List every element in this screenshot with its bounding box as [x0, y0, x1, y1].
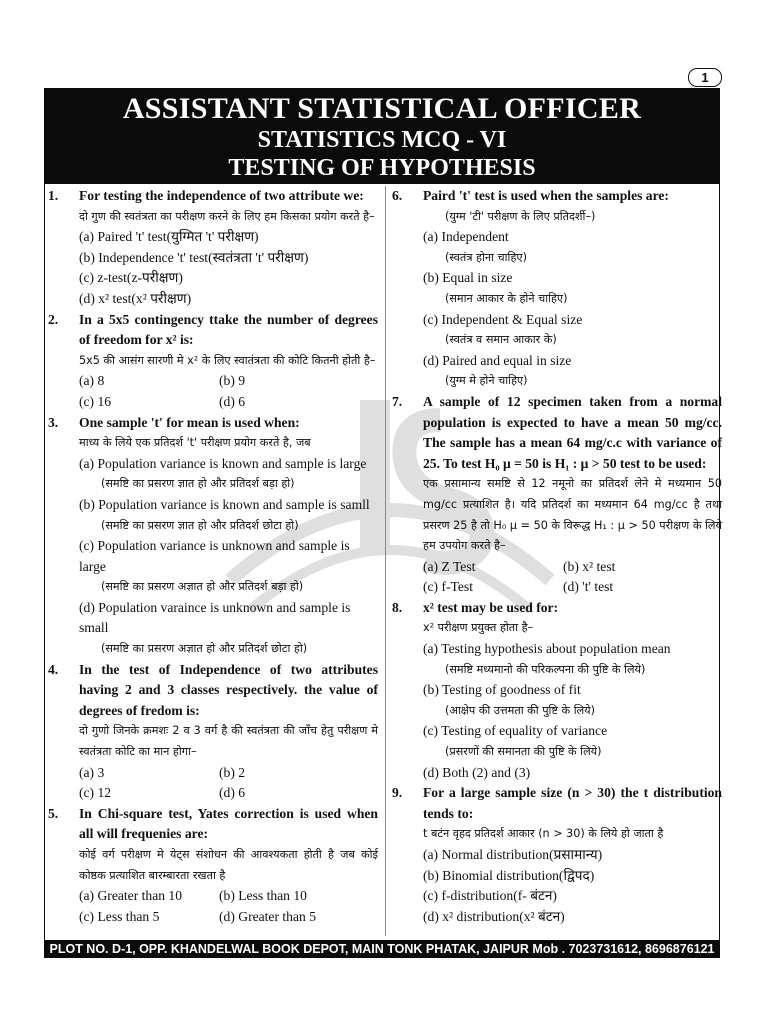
option-c-hindi: (प्रसरणों की समानता की पुष्टि के लिये): [445, 745, 602, 759]
topic-title: TESTING OF HYPOTHESIS: [228, 155, 536, 181]
option-b: (b) Equal in size: [423, 270, 513, 286]
question-text: In the test of Independence of two attributes having 2 and 3 classes respectively. the value of degrees of fredom is:: [79, 661, 378, 718]
page-title: ASSISTANT STATISTICAL OFFICER: [122, 92, 642, 125]
option-a: (a) 8: [79, 373, 105, 389]
option-c: (c) Less than 5: [79, 908, 160, 924]
option-c: (c) Testing of equality of variance: [423, 723, 608, 739]
option-b: (b) Binomial distribution(द्विपद): [423, 867, 595, 883]
question-text: One sample 't' for mean is used when:: [79, 414, 300, 430]
option-c: (c) Independent & Equal size: [423, 311, 583, 327]
option-c: (c) z-test(z-परीक्षण): [79, 270, 183, 286]
option-a: (a) Normal distribution(प्रसामान्य): [423, 847, 603, 862]
question-1: [48, 186, 378, 310]
page-number: 1: [688, 68, 722, 87]
option-a: (a) Z Test: [423, 558, 476, 574]
left-column: [48, 186, 378, 927]
option-d: (d) x² distribution(x² बंटन): [423, 908, 565, 924]
option-b: (b) Independence 't' test(स्वतंत्रता 't' परीक्षण): [79, 249, 309, 265]
option-d-hindi: (युग्म मे होने चाहिए): [445, 374, 528, 388]
question-text: x² test may be used for:: [423, 599, 559, 615]
right-column: [392, 186, 722, 927]
option-b-hindi: (आक्षेप की उत्तमता की पुष्टि के लिये): [445, 703, 596, 717]
question-text: In Chi-square test, Yates correction is used when all will frequenies are:: [79, 805, 378, 842]
option-d: (d) 6: [219, 393, 246, 409]
option-d: (d) Greater than 5: [219, 908, 316, 924]
page-subtitle: STATISTICS MCQ - VI: [257, 127, 507, 153]
question-text-hindi: 5x5 की आसंग सारणी मे x² के लिए स्वातंत्रता की कोटि कितनी होती है–: [79, 353, 376, 367]
column-divider: [385, 186, 386, 936]
question-text-hindi: कोई वर्ग परीक्षण मे येट्स संशोधन की आवश्यकता होती है जब कोई कोष्ठक प्रत्याशित बारम्बारता रखता है: [79, 848, 378, 882]
option-c: (c) f-Test: [423, 579, 473, 595]
question-text-hindi: दो गुणो जिनके क्रमशः 2 व 3 वर्ग है की स्वतंत्रता की जाँच हेतु परीक्षण मे स्वतंत्रता कोटि का मान होगा–: [79, 724, 378, 759]
question-number: 5.: [48, 805, 59, 821]
question-number: 7.: [392, 393, 403, 409]
option-c: (c) Population variance is unknown and sample is large: [79, 538, 350, 574]
option-d-hindi: (समष्टि का प्रसरण अज्ञात हो और प्रतिदर्श छोटा हो): [101, 642, 308, 656]
question-text-hindi: x² परीक्षण प्रयुक्त होता है–: [423, 621, 534, 635]
question-number: 6.: [392, 188, 403, 203]
option-a-hindi: (समष्टि मध्यमानो की परिकल्पना की पुष्टि के लिये): [445, 662, 646, 676]
question-3: [48, 413, 378, 660]
question-text: For testing the independence of two attribute we:: [79, 188, 364, 203]
question-number: 8.: [392, 599, 403, 615]
option-d: (d) x² test(x² परीक्षण): [79, 290, 192, 306]
option-b: (b) 2: [219, 764, 246, 780]
question-number: 9.: [392, 785, 403, 801]
option-d: (d) Paired and equal in size: [423, 352, 572, 368]
option-c: (c) 16: [79, 393, 112, 409]
question-number: 4.: [48, 661, 59, 677]
option-a: (a) Independent: [423, 229, 509, 245]
question-6: [392, 186, 722, 392]
option-b: (b) x² test: [563, 558, 616, 574]
option-b-hindi: (समान आकार के होने चाहिए): [445, 291, 568, 305]
option-d: (d) Both (2) and (3): [423, 764, 531, 780]
option-a-hindi: (समष्टि का प्रसरण ज्ञात हो और प्रतिदर्श बड़ा हो): [101, 477, 295, 491]
question-number: 1.: [48, 188, 59, 203]
question-text: Paird 't' test is used when the samples are:: [423, 188, 669, 203]
question-7: [392, 392, 722, 598]
footer-address: PLOT NO. D-1, OPP. KHANDELWAL BOOK DEPOT, MAIN TONK PHATAK, JAIPUR Mob . 7023731612, 8696876121: [44, 940, 720, 958]
question-2: [48, 310, 378, 413]
question-5: [48, 804, 378, 928]
question-text-hindi: माध्य के लिये एक प्रतिदर्श 't' परीक्षण प्रयोग करते है, जब: [79, 436, 311, 450]
question-4: [48, 660, 378, 804]
option-c-hindi: (स्वतंत्र व समान आकार के): [445, 333, 557, 347]
option-a-hindi: (स्वतंत्र होना चाहिए): [445, 250, 527, 264]
option-d: (d) 't' test: [563, 579, 614, 595]
question-number: 3.: [48, 414, 59, 430]
option-a: (a) Population variance is known and sample is large: [79, 455, 367, 471]
question-number: 2.: [48, 311, 59, 327]
question-text-hindi: एक प्रसामान्य समष्टि से 12 नमूनो का प्रतिदर्श लेने मे मध्यमान 50 mg/cc प्रत्याशित है। यदि प्रतिदर्श का मध्यमान 64 mg/cc है तथा प्रसरण 25 है तो H₀ μ = 50 के विरूद्ध H₁ : μ > 50 परीक्षण के लिये हम उपयोग करते है–: [423, 477, 722, 553]
option-c: (c) 12: [79, 785, 112, 801]
question-text-hindi: t बटंन वृहद प्रतिदर्श आकार (n > 30) के लिये हो जाता है: [423, 827, 664, 841]
question-text: In a 5x5 contingency ttake the number of degrees of freedom for x² is:: [79, 311, 378, 348]
question-text: A sample of 12 specimen taken from a normal population is expected to have a mean 50 mg/cc. The sample has a mean 64 mg/c.c with variance of 25. To test H₀ μ = 50 is H₁ : μ > 50 test to be used:: [423, 393, 722, 471]
question-text-hindi: दो गुण की स्वतंत्रता का परीक्षण करने के लिए हम किसका प्रयोग करते है–: [79, 209, 375, 223]
option-a: (a) Greater than 10: [79, 888, 183, 904]
option-b: (b) Testing of goodness of fit: [423, 682, 581, 698]
option-a: (a) Paired 't' test(युग्मित 't' परीक्षण): [79, 229, 259, 245]
header-banner: [44, 88, 720, 184]
question-text: For a large sample size (n > 30) the t distribution tends to:: [423, 785, 722, 821]
option-d: (d) 6: [219, 785, 246, 801]
question-text-hindi: (युग्म 'टी' परीक्षण के लिए प्रतिदर्शी–): [445, 209, 596, 223]
option-c: (c) f-distribution(f- बंटन): [423, 888, 557, 904]
option-b: (b) Less than 10: [219, 888, 307, 904]
option-b: (b) Population variance is known and sample is samll: [79, 496, 370, 512]
option-a: (a) 3: [79, 764, 105, 780]
option-b-hindi: (समष्टि का प्रसरण ज्ञात हो और प्रतिदर्श छोटा हो): [101, 518, 299, 532]
option-d: (d) Population varaince is unknown and sample is small: [79, 599, 351, 636]
question-9: [392, 783, 722, 927]
option-c-hindi: (समष्टि का प्रसरण अज्ञात हो और प्रतिदर्श बड़ा हो): [101, 580, 304, 594]
option-b: (b) 9: [219, 373, 246, 389]
question-8: [392, 598, 722, 783]
option-a: (a) Testing hypothesis about population mean: [423, 641, 671, 657]
